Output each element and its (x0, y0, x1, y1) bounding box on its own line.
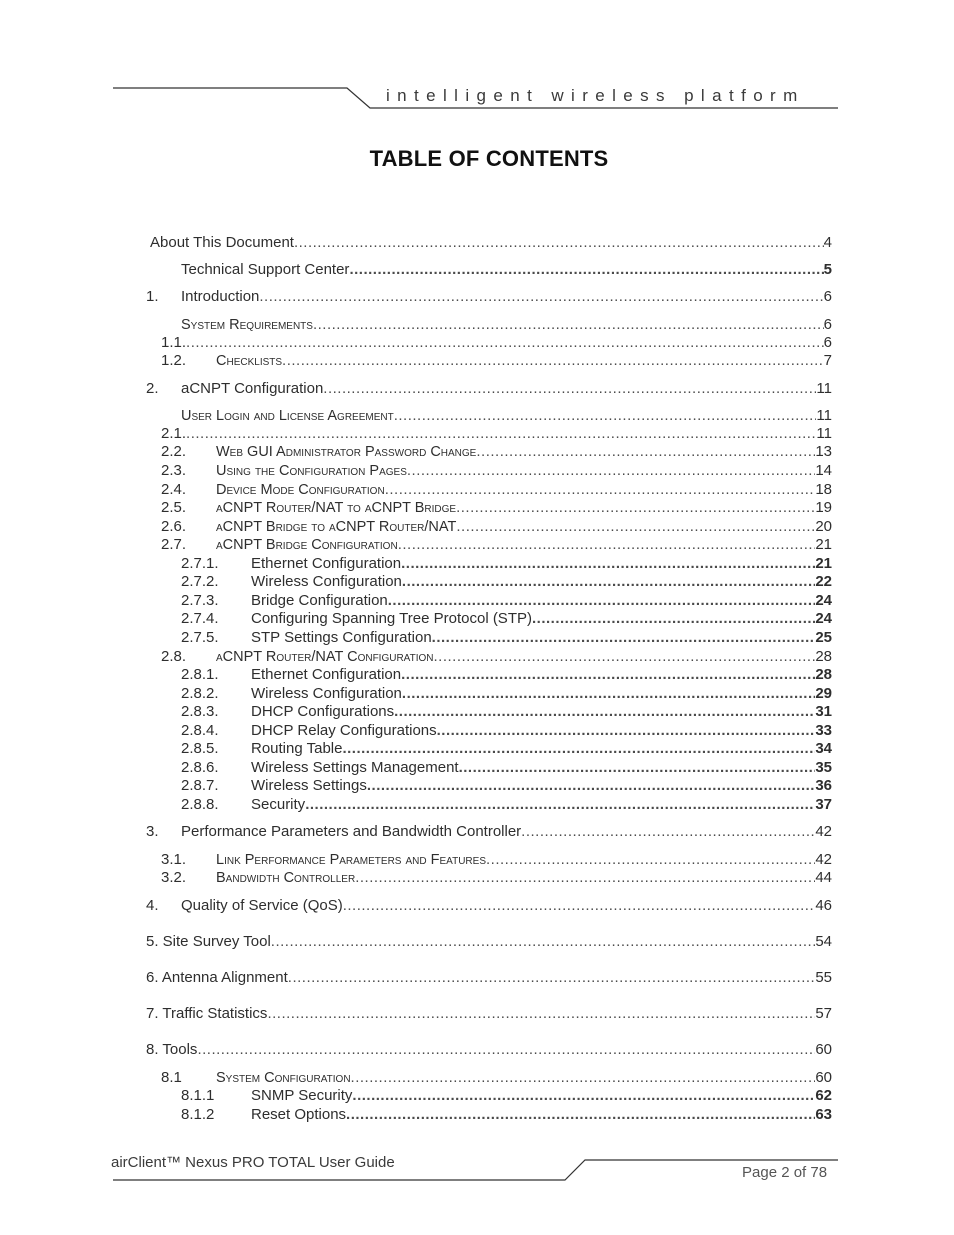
toc-dot-leader (282, 352, 824, 370)
toc-entry-label: Configuring Spanning Tree Protocol (STP) (251, 610, 532, 627)
toc-entry[interactable] (146, 897, 832, 915)
footer-guide-title: airClient™ Nexus PRO TOTAL User Guide (111, 1154, 395, 1171)
toc-entry-number: 3. (146, 823, 159, 840)
toc-entry[interactable] (146, 288, 832, 306)
toc-dot-leader (294, 234, 824, 252)
toc-entry-page: 4 (823, 234, 832, 251)
toc-entry-number: 2.8.1. (181, 666, 219, 683)
toc-entry[interactable] (150, 234, 832, 252)
toc-entry-page: 54 (815, 933, 832, 950)
toc-entry-number: 2.7.5. (181, 629, 219, 646)
toc-entry-label: About This Document (150, 234, 294, 251)
toc-dot-leader (401, 555, 815, 573)
page-title: TABLE OF CONTENTS (369, 146, 609, 171)
toc-dot-leader (343, 897, 816, 915)
toc-entry-page: 6 (823, 334, 832, 351)
toc-dot-leader (355, 869, 815, 887)
toc-entry-label: Bridge Configuration (251, 592, 388, 609)
toc-entry-label: Security (251, 796, 306, 813)
toc-entry-number: 2.8.2. (181, 685, 219, 702)
toc-entry-number: 2.8.6. (181, 759, 219, 776)
toc-entry-page: 5 (823, 261, 832, 278)
toc-entry-page: 34 (815, 740, 832, 757)
toc-entry-page: 21 (815, 555, 832, 572)
toc-entry-number: 2.7.3. (181, 592, 219, 609)
toc-dot-leader (532, 610, 815, 628)
toc-entry[interactable] (161, 518, 832, 536)
toc-entry-page: 28 (815, 648, 832, 665)
toc-entry-number: 2.7.1. (181, 555, 219, 572)
toc-entry[interactable] (181, 1087, 832, 1105)
toc-entry[interactable] (181, 703, 832, 721)
toc-dot-leader (367, 777, 815, 795)
toc-entry-label: Wireless Configuration (251, 573, 402, 590)
toc-entry-page: 60 (815, 1069, 832, 1086)
toc-entry-number: 2. (146, 380, 159, 397)
toc-entry[interactable] (146, 380, 832, 398)
toc-entry-page: 63 (815, 1106, 832, 1123)
toc-entry-label: Web GUI Administrator Password Change (216, 444, 477, 460)
toc-entry-page: 42 (815, 851, 832, 868)
toc-dot-leader (432, 629, 816, 647)
toc-entry-number: 2.5. (161, 499, 187, 516)
toc-entry[interactable] (181, 629, 832, 647)
toc-entry-number: 8.1.2 (181, 1106, 215, 1123)
toc-dot-leader (388, 592, 816, 610)
toc-entry-label: 5. Site Survey Tool (146, 933, 271, 950)
toc-dot-leader (305, 796, 815, 814)
toc-entry-page: 25 (815, 629, 832, 646)
toc-entry-page: 18 (815, 481, 832, 498)
toc-entry-number: 1.2. (161, 352, 187, 369)
toc-entry[interactable] (181, 685, 832, 703)
toc-dot-leader (346, 1106, 815, 1124)
toc-entry-label: System Requirements (181, 317, 313, 333)
toc-entry-page: 31 (815, 703, 832, 720)
toc-entry-label: SNMP Security (251, 1087, 353, 1104)
toc-entry-page: 11 (816, 425, 832, 442)
toc-dot-leader (186, 334, 824, 352)
toc-entry-number: 8.1.1 (181, 1087, 215, 1104)
toc-entry-label: Technical Support Center (181, 261, 350, 278)
toc-dot-leader (394, 703, 815, 721)
toc-dot-leader (271, 933, 816, 951)
toc-entry-number: 3.1. (161, 851, 187, 868)
toc-entry-page: 13 (815, 443, 832, 460)
toc-entry-page: 11 (816, 407, 832, 424)
toc-entry[interactable] (181, 610, 832, 628)
toc-entry[interactable] (181, 573, 832, 591)
toc-entry-label: Routing Table (251, 740, 343, 757)
toc-entry-number: 1. (146, 288, 159, 305)
toc-entry-number: 2.6. (161, 518, 187, 535)
toc-entry-number: 2.8.5. (181, 740, 219, 757)
toc-entry-label: Wireless Configuration (251, 685, 402, 702)
toc-dot-leader (437, 722, 816, 740)
toc-dot-leader (434, 648, 816, 666)
toc-entry-label: System Configuration (216, 1070, 351, 1086)
toc-entry-page: 46 (815, 897, 832, 914)
toc-entry-page: 7 (823, 352, 832, 369)
toc-entry-label: aCNPT Router/NAT to aCNPT Bridge (216, 500, 457, 516)
toc-entry[interactable] (161, 851, 832, 869)
toc-entry[interactable] (161, 1069, 832, 1087)
toc-entry[interactable] (146, 1005, 832, 1023)
toc-entry-label: Device Mode Configuration (216, 482, 385, 498)
toc-entry[interactable] (161, 352, 832, 370)
toc-dot-leader (323, 380, 816, 398)
toc-entry-label: Ethernet Configuration (251, 666, 402, 683)
toc-dot-leader (456, 518, 815, 536)
toc-entry-number: 1.1. (161, 334, 187, 351)
toc-entry-label: Using the Configuration Pages (216, 463, 407, 479)
toc-entry-label: DHCP Configurations (251, 703, 395, 720)
toc-entry-page: 33 (815, 722, 832, 739)
toc-entry[interactable] (181, 592, 832, 610)
toc-entry[interactable] (161, 443, 832, 461)
toc-entry[interactable] (181, 261, 832, 279)
toc-dot-leader (402, 685, 815, 703)
toc-dot-leader (342, 740, 815, 758)
toc-entry-label: aCNPT Bridge Configuration (216, 537, 398, 553)
toc-entry-label: 8. Tools (146, 1041, 198, 1058)
toc-entry[interactable] (146, 969, 832, 987)
toc-dot-leader (351, 1069, 816, 1087)
toc-entry-label: aCNPT Configuration (181, 380, 324, 397)
toc-dot-leader (349, 261, 823, 279)
toc-entry-label: 6. Antenna Alignment (146, 969, 288, 986)
toc-entry-page: 42 (815, 823, 832, 840)
toc-entry-label: User Login and License Agreement (181, 408, 394, 424)
toc-entry[interactable] (181, 796, 832, 814)
toc-entry-label: aCNPT Bridge to aCNPT Router/NAT (216, 519, 457, 535)
toc-entry[interactable] (181, 1106, 832, 1124)
toc-entry-page: 60 (815, 1041, 832, 1058)
toc-dot-leader (398, 536, 816, 554)
toc-entry-number: 8.1 (161, 1069, 182, 1086)
toc-entry-page: 44 (815, 869, 832, 886)
toc-entry[interactable] (161, 462, 832, 480)
toc-entry[interactable] (146, 1041, 832, 1059)
toc-entry[interactable] (181, 407, 832, 425)
toc-entry-label: DHCP Relay Configurations (251, 722, 437, 739)
toc-entry-page: 35 (815, 759, 832, 776)
toc-entry-number: 4. (146, 897, 159, 914)
toc-entry[interactable] (161, 499, 832, 517)
toc-dot-leader (259, 288, 823, 306)
toc-dot-leader (352, 1087, 815, 1105)
toc-entry-number: 2.7.4. (181, 610, 219, 627)
toc-entry-page: 37 (815, 796, 832, 813)
toc-entry-page: 62 (815, 1087, 832, 1104)
toc-entry-number: 2.4. (161, 481, 187, 498)
toc-entry-number: 2.3. (161, 462, 187, 479)
toc-dot-leader (456, 499, 815, 517)
toc-entry-page: 20 (815, 518, 832, 535)
toc-entry-page: 6 (823, 316, 832, 333)
toc-entry-page: 22 (815, 573, 832, 590)
toc-entry-page: 24 (815, 592, 832, 609)
toc-entry-label: Bandwidth Controller (216, 870, 356, 886)
toc-dot-leader (385, 481, 816, 499)
toc-entry-label: Link Performance Parameters and Features (216, 852, 486, 868)
toc-entry-label: Reset Options (251, 1106, 347, 1123)
toc-entry-label: Wireless Settings Management (251, 759, 459, 776)
toc-entry-label: Introduction (181, 288, 260, 305)
toc-entry[interactable] (181, 759, 832, 777)
toc-entry-page: 19 (815, 499, 832, 516)
toc-entry[interactable] (161, 869, 832, 887)
toc-entry[interactable] (161, 536, 832, 554)
toc-dot-leader (402, 573, 815, 591)
toc-entry[interactable] (146, 933, 832, 951)
toc-dot-leader (267, 1005, 815, 1023)
toc-entry-label: STP Settings Configuration (251, 629, 432, 646)
toc-dot-leader (313, 316, 824, 334)
toc-entry-number: 2.7.2. (181, 573, 219, 590)
toc-entry-page: 36 (815, 777, 832, 794)
toc-entry[interactable] (161, 334, 832, 352)
toc-entry-label: Checklists (216, 353, 283, 369)
toc-dot-leader (401, 666, 815, 684)
toc-entry-number: 2.2. (161, 443, 187, 460)
toc-dot-leader (197, 1041, 815, 1059)
toc-entry[interactable] (181, 777, 832, 795)
toc-entry[interactable] (181, 722, 832, 740)
toc-entry-label: 7. Traffic Statistics (146, 1005, 268, 1022)
toc-entry-number: 2.1. (161, 425, 187, 442)
toc-entry-page: 57 (815, 1005, 832, 1022)
toc-entry[interactable] (161, 481, 832, 499)
toc-entry[interactable] (181, 555, 832, 573)
toc-dot-leader (476, 443, 815, 461)
toc-entry-number: 2.8.3. (181, 703, 219, 720)
toc-entry-label: Wireless Settings (251, 777, 367, 794)
toc-dot-leader (394, 407, 817, 425)
toc-entry-page: 14 (815, 462, 832, 479)
toc-entry-page: 21 (815, 536, 832, 553)
toc-dot-leader (459, 759, 816, 777)
toc-entry-number: 2.8.4. (181, 722, 219, 739)
toc-dot-leader (521, 823, 815, 841)
toc-entry-label: Performance Parameters and Bandwidth Controller (181, 823, 522, 840)
toc-entry-page: 29 (815, 685, 832, 702)
toc-entry-page: 6 (823, 288, 832, 305)
toc-entry-page: 11 (816, 380, 832, 397)
toc-entry-number: 3.2. (161, 869, 187, 886)
toc-entry-page: 24 (815, 610, 832, 627)
toc-dot-leader (288, 969, 816, 987)
toc-entry-number: 2.8. (161, 648, 187, 665)
toc-entry[interactable] (161, 648, 832, 666)
header-tagline: intelligent wireless platform (386, 86, 805, 105)
toc-entry-number: 2.8.8. (181, 796, 219, 813)
toc-dot-leader (407, 462, 815, 480)
toc-dot-leader (486, 851, 815, 869)
toc-entry[interactable] (181, 666, 832, 684)
toc-entry-label: Ethernet Configuration (251, 555, 402, 572)
toc-entry[interactable] (181, 316, 832, 334)
toc-entry-label: Quality of Service (QoS) (181, 897, 343, 914)
toc-entry[interactable] (146, 823, 832, 841)
toc-dot-leader (186, 425, 816, 443)
toc-entry-label: aCNPT Router/NAT Configuration (216, 649, 434, 665)
toc-entry[interactable] (161, 425, 832, 443)
toc-entry[interactable] (181, 740, 832, 758)
toc-entry-number: 2.7. (161, 536, 187, 553)
toc-entry-page: 28 (815, 666, 832, 683)
footer-page-number: Page 2 of 78 (742, 1164, 828, 1181)
toc-entry-page: 55 (815, 969, 832, 986)
toc-entry-number: 2.8.7. (181, 777, 219, 794)
